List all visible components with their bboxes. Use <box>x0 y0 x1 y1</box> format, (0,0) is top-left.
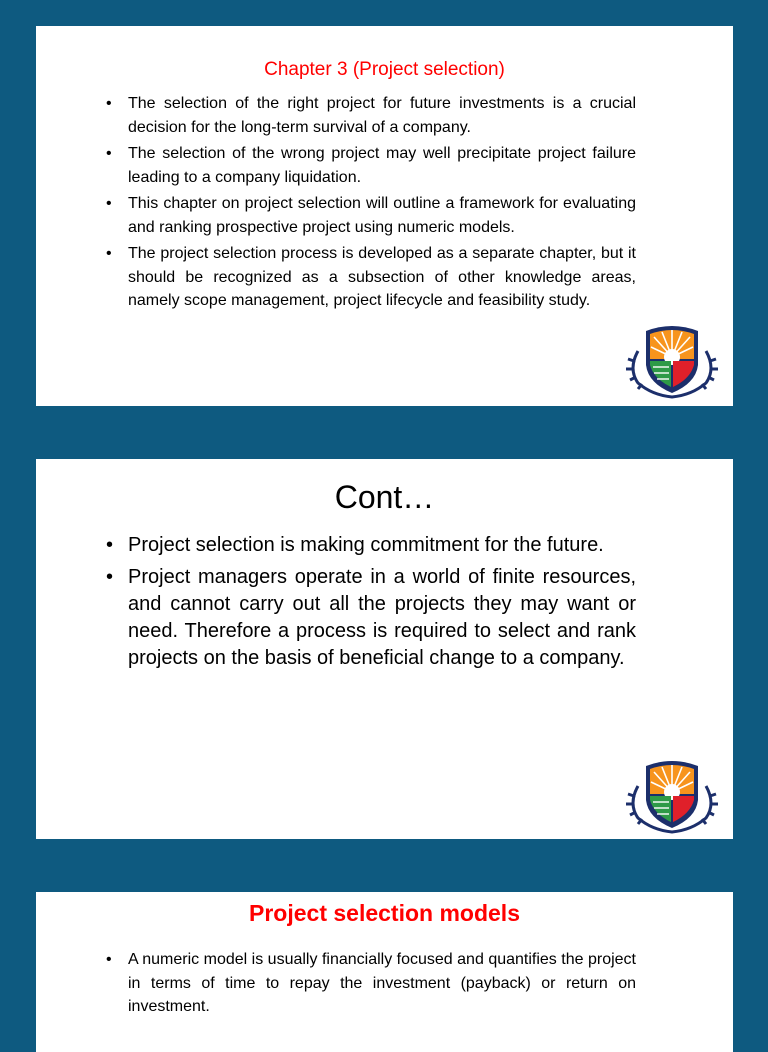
slide-2-bullet: • Project selection is making commitment for the future. <box>128 532 636 559</box>
slide-3 <box>36 892 733 1052</box>
slide-2-bullet: • Project managers operate in a world of finite resources, and cannot carry out all the projects they may want or need. Therefore a process is required to select and rank projects on the basis of beneficial change to a company. <box>128 564 636 672</box>
university-crest-icon <box>624 756 720 834</box>
slide-2-title: Cont… <box>334 479 435 515</box>
slide-1 <box>36 26 733 406</box>
slide-3-bullet: • A numeric model is usually financially focused and quantifies the project in terms of time to repay the investment (payback) or return on investment. <box>128 948 636 1019</box>
slide-1-bullet: • The selection of the right project for future investments is a crucial decision for the long-term survival of a company. <box>128 92 636 139</box>
slide-1-bullet-list <box>128 92 636 316</box>
slide-1-bullet: • This chapter on project selection will outline a framework for evaluating and ranking prospective project using numeric models. <box>128 192 636 239</box>
slide-1-bullet: • The selection of the wrong project may well precipitate project failure leading to a company liquidation. <box>128 142 636 189</box>
slide-2 <box>36 459 733 839</box>
slide-3-title: Project selection models <box>249 900 520 926</box>
slide-2-bullet-list <box>128 532 636 677</box>
slide-1-bullet: • The project selection process is developed as a separate chapter, but it should be recognized as a subsection of other knowledge areas, namely scope management, project lifecycle and feasibility study. <box>128 242 636 313</box>
university-crest-icon <box>624 321 720 399</box>
slide-3-bullet-list <box>128 948 636 1019</box>
slide-1-title: Chapter 3 (Project selection) <box>264 59 505 80</box>
